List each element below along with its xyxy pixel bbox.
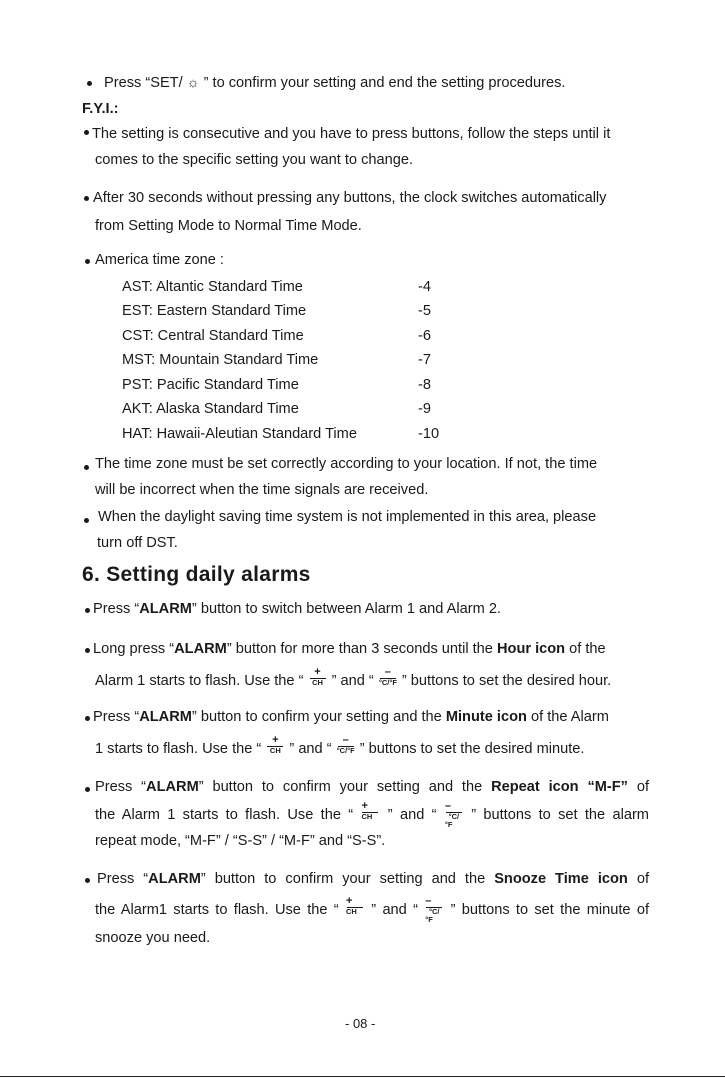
section-heading: 6. Setting daily alarms (82, 563, 311, 586)
tz-name: CST: Central Standard Time (122, 328, 304, 344)
bullet-dot (87, 81, 92, 86)
hour-line-1: Long press “ALARM” button for more than 3 seconds until the Hour icon of the (93, 641, 606, 657)
tz-offset: -10 (418, 426, 440, 442)
bullet-dot (84, 130, 89, 135)
bullet-dot (84, 465, 89, 470)
minute-line-2: 1 starts to flash. Use the “ + CH ” and “ – °C/°F ” buttons to set the desired minute. (95, 734, 585, 757)
america-label: America time zone : (95, 252, 224, 268)
page-number: - 08 - (345, 1016, 376, 1031)
snooze-line-1: Press “ALARM” button to confirm your setting and the Snooze Time icon of (97, 871, 649, 887)
tz-offset: -7 (418, 352, 431, 368)
tz-offset: -6 (418, 328, 431, 344)
snooze-line-3: snooze you need. (95, 930, 211, 946)
bullet-dot (85, 878, 90, 883)
tz-offset: -4 (418, 279, 431, 295)
repeat-line-2: the Alarm 1 starts to flash. Use the “ + CH ” and “ – °C/°F ” buttons to set the alarm (95, 800, 649, 829)
repeat-line-1: Press “ALARM” button to confirm your setting and the Repeat icon “M-F” of (95, 779, 649, 795)
ch-plus-icon: + CH (309, 674, 327, 687)
bullet-dot (85, 259, 90, 264)
auto-switch-line-2: from Setting Mode to Normal Time Mode. (95, 218, 362, 234)
tz-offset: -8 (418, 377, 431, 393)
tz-note-line-2: will be incorrect when the time signals are received. (95, 482, 429, 498)
tz-note-line-1: The time zone must be set correctly according to your location. If not, the time (95, 456, 598, 472)
temp-minus-icon: – °C/°F (378, 666, 397, 687)
tz-name: PST: Pacific Standard Time (122, 377, 299, 393)
bullet-dot (85, 716, 90, 721)
repeat-line-3: repeat mode, “M-F” / “S-S” / “M-F” and “S-S”. (95, 833, 386, 849)
consecutive-line-2: comes to the specific setting you want to change. (95, 152, 413, 168)
tz-name: HAT: Hawaii-Aleutian Standard Time (122, 426, 357, 442)
temp-minus-icon: – °C/°F (445, 808, 463, 821)
tz-offset: -5 (418, 303, 431, 319)
tz-name: AST: Altantic Standard Time (122, 279, 303, 295)
consecutive-line-1: The setting is consecutive and you have to press buttons, follow the steps until it (92, 126, 611, 142)
dst-note-line-2: turn off DST. (97, 535, 178, 551)
temp-minus-icon: – °C/°F (336, 734, 355, 755)
auto-switch-line-1: After 30 seconds without pressing any buttons, the clock switches automatically (93, 190, 607, 206)
temp-minus-icon: – °C/°F (425, 903, 443, 916)
ch-plus-icon: + CH (361, 808, 379, 821)
bullet-dot (84, 518, 89, 523)
bullet-dot (85, 608, 90, 613)
tz-offset: -9 (418, 401, 431, 417)
tz-name: EST: Eastern Standard Time (122, 303, 307, 319)
minute-line-1: Press “ALARM” button to confirm your setting and the Minute icon of the Alarm (93, 709, 609, 725)
fyi-label: F.Y.I.: (82, 101, 119, 117)
set-confirm-text: Press “SET/ ☼ ” to confirm your setting and end the setting procedures. (104, 74, 566, 91)
alarm-switch-text: Press “ALARM” button to switch between Alarm 1 and Alarm 2. (93, 601, 501, 617)
bullet-dot (84, 196, 89, 201)
ch-plus-icon: + CH (266, 742, 284, 755)
ch-plus-icon: + CH (346, 903, 364, 916)
dst-note-line-1: When the daylight saving time system is not implemented in this area, please (98, 509, 597, 525)
sun-icon: ☼ (186, 74, 200, 90)
hour-line-2: Alarm 1 starts to flash. Use the “ + CH ” and “ – °C/°F ” buttons to set the desired hour. (95, 666, 612, 689)
bullet-dot (85, 787, 90, 792)
footer-rule (0, 1076, 725, 1077)
bullet-dot (85, 648, 90, 653)
snooze-line-2: the Alarm1 starts to flash. Use the “ + CH ” and “ – °C/°F ” buttons to set the minute of (95, 895, 650, 924)
tz-name: MST: Mountain Standard Time (122, 352, 319, 368)
tz-name: AKT: Alaska Standard Time (122, 401, 299, 417)
